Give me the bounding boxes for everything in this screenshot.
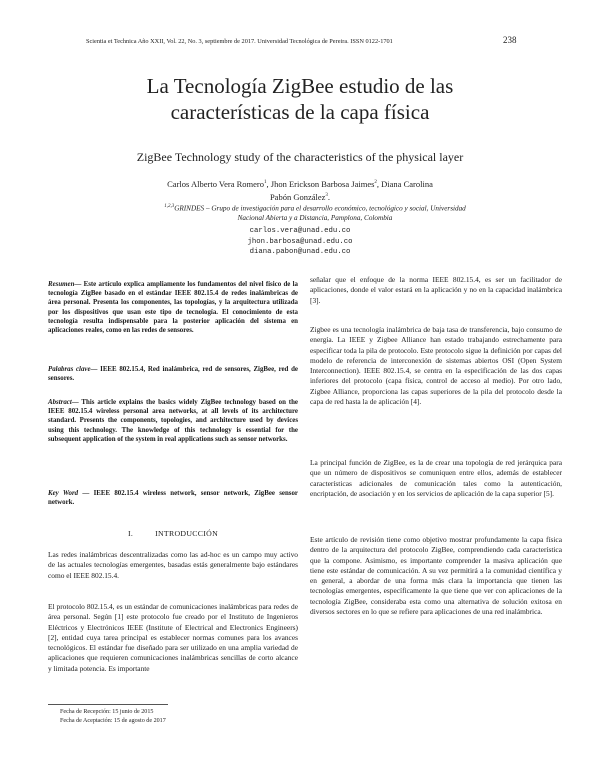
affiliation-sup: 1,2,3 <box>164 204 175 209</box>
accepted-date: Fecha de Aceptación: 15 de agosto de 2017 <box>60 717 166 724</box>
author-3-first: Diana Carolina <box>381 178 433 189</box>
right-paragraph-3: La principal función de ZigBee, es la de crear una topología de red jerárquica para que un número de dispositivos se comuniquen entre ellos, además de establecer características adicionales de comunicación tales como la autenticación, encriptación, de asociación y en los servicios de aplicación de la capa superior [5]. <box>310 458 562 498</box>
keywords-en <box>48 489 298 507</box>
keywords-es <box>48 365 298 383</box>
email-1: carlos.vera@unad.edu.co <box>249 227 351 235</box>
author-separator: , <box>266 178 271 189</box>
keywords-en-label: Key Word <box>48 490 79 497</box>
running-head: Scientia et Technica Año XXII, Vol. 22, No. 3, septiembre de 2017. Universidad Tecnológica de Pereira. ISSN 0122-1701 <box>86 38 393 45</box>
right-paragraph-4: Este artículo de revisión tiene como objetivo mostrar profundamente la capa física dentro de la arquitectura del protocolo ZigBee, comprendiendo cada característica que la compone. Asimismo, es importante comprender la masiva aplicación que tiene este estándar de comunicación. A su vez permitirá a la comunidad científica y en general, a abordar de una forma más clara la importancia que tienen las tecnologías emergentes, específicamente la que tiene que ver con aplicaciones de la tecnología ZigBee, consideraba esta como una alternativa de solución exitosa en diversos sectores en lo que se refiere para aplicaciones de una red inalámbrica. <box>310 535 562 617</box>
paper-title <box>60 73 540 125</box>
keywords-en-text: — IEEE 802.15.4 wireless network, sensor network, ZigBee sensor network. <box>48 490 298 507</box>
email-3: diana.pabon@unad.edu.co <box>249 248 351 256</box>
title-line-2: características de la capa física <box>170 100 430 124</box>
footnote-divider <box>48 704 168 705</box>
intro-paragraph-2: El protocolo 802.15.4, es un estándar de comunicaciones inalámbricas para redes de área personal. Según [1] este protocolo fue creado por el Instituto de Ingenieros Eléctricos y Electrónicos IEEE (Institute of Electrical and Electronics Engineers) [2], entidad cuya tarea principal es establecer normas comunes para los avances tecnológicos. El estándar fue diseñado para ser utilizado en una amplia variedad de aplicaciones que requieren comunicaciones inalámbricas sencillas de corto alcance y limitada potencia. Es importante <box>48 602 298 673</box>
abstract-en <box>48 398 298 444</box>
page-number: 238 <box>503 35 517 45</box>
right-paragraph-2: Zigbee es una tecnología inalámbrica de baja tasa de transferencia, bajo consumo de energía. La IEEE y Zigbee Alliance han estado trabajando estrechamente para especificar toda la pila de protocolo. Este protocolo sigue la definición por capas del modelo de referencia de interconexión de sistemas abiertos OSI (Open System Interconnection). IEEE 802.15.4, se centra en la especificación de las dos capas inferiores del protocolo (capa física, control de acceso al medio). Por otro lado, Zigbee Alliance, proporciona las capas superiores de la pila del protocolo desde la capa de red hasta la de aplicación [4]. <box>310 325 562 407</box>
intro-paragraph-1: Las redes inalámbricas descentralizadas como las ad-hoc es un campo muy activo de las actuales tecnologías emergentes, basadas estás generalmente bajo estándares como el IEEE 802.15.4. <box>48 550 298 580</box>
footnotes <box>60 708 166 725</box>
title-line-1: La Tecnología ZigBee estudio de las <box>146 74 454 98</box>
abstract-es-text: — Este artículo explica ampliamente los fundamentos del nivel físico de la tecnología ZigBee basado en el estándar IEEE 802.15.4 de redes inalámbricas de área personal. Presenta los componentes, las topologías, y la arquitectura utilizada por los dispositivos que usan este tipo de tecnología. El conocimiento de esta tecnología resulta indispensable para la posterior aplicación del sistema en aplicaciones reales, como en las redes de sensores. <box>48 281 298 335</box>
section-title: INTRODUCCIÓN <box>155 529 219 538</box>
author-1-sup: 1 <box>264 180 267 185</box>
section-number: I. <box>127 529 134 538</box>
received-date: Fecha de Recepción: 15 junio de 2015 <box>60 709 154 715</box>
author-end: . <box>327 191 331 202</box>
affiliation-line-1: GRINDES – Grupo de investigación para el desarrollo económico, tecnológico y social, Universidad <box>174 204 466 213</box>
author-list <box>100 177 500 203</box>
affiliation <box>110 202 520 223</box>
author-2: Jhon Erickson Barbosa Jaimes <box>270 178 375 189</box>
abstract-en-label: Abstract <box>48 399 72 406</box>
email-2: jhon.barbosa@unad.edu.co <box>247 237 353 246</box>
abstract-en-text: — This article explains the basics widely ZigBee technology based on the IEEE 802.15.4 wireless personal area networks, at all levels of its architecture standard. Presents the components, topologies, and architecture used by devices using this technology. The knowledge of this technology is essential for the subsequent application of the system in real applications such as sensor networks. <box>48 399 298 443</box>
author-3-last: Pabón González <box>269 191 326 202</box>
author-3-sup: 3 <box>325 192 328 198</box>
author-separator: , <box>376 178 382 189</box>
keywords-es-label: Palabras clave <box>48 366 91 373</box>
paper-subtitle: ZigBee Technology study of the characteristics of the physical layer <box>136 150 464 164</box>
abstract-es-label: Resumen <box>48 281 75 288</box>
affiliation-line-2: Nacional Abierta y a Distancia, Pamplona, Colombia <box>237 214 393 223</box>
email-list <box>200 226 400 258</box>
author-1: Carlos Alberto Vera Romero <box>167 178 265 189</box>
section-heading-introduccion <box>48 529 298 538</box>
abstract-es <box>48 280 298 335</box>
right-paragraph-1: señalar que el enfoque de la norma IEEE 802.15.4, es ser un facilitador de aplicaciones, donde el valor estará en la aplicación y no en la capacidad inalámbrica [3]. <box>310 275 562 305</box>
keywords-es-text: — IEEE 802.15.4, Red inalámbrica, red de sensores, ZigBee, red de sensores. <box>48 366 298 383</box>
author-2-sup: 2 <box>374 180 377 185</box>
